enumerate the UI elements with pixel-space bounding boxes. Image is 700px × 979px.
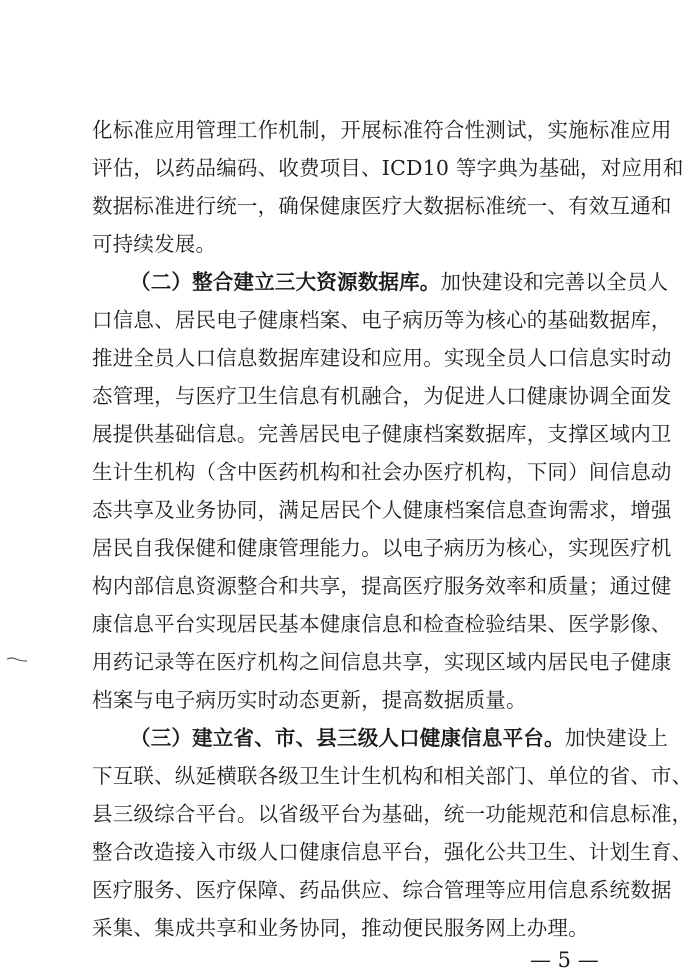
text-span: 加快建设上 [564,726,669,750]
page-number: — 5 — [530,948,599,972]
text-line: 展提供基础信息。完善居民电子健康档案数据库，支撑区域内卫 [92,422,672,446]
text-line: 态共享及业务协同，满足居民个人健康档案信息查询需求，增强 [92,498,672,522]
text-line: 整合改造接入市级人口健康信息平台，强化公共卫生、计划生育、 [92,840,693,864]
section-heading: （二）整合建立三大资源数据库。 [130,270,441,294]
text-line: 医疗服务、医疗保障、药品供应、综合管理等应用信息系统数据 [92,878,672,902]
text-line: 可持续发展。 [92,232,217,256]
text-line: 化标准应用管理工作机制，开展标准符合性测试，实施标准应用 [92,118,672,142]
text-line: 档案与电子病历实时动态更新，提高数据质量。 [92,688,527,712]
text-line: 居民自我保健和健康管理能力。以电子病历为核心，实现医疗机 [92,536,672,560]
text-line: 数据标准进行统一，确保健康医疗大数据标准统一、有效互通和 [92,194,672,218]
text-line: 态管理，与医疗卫生信息有机融合，为促进人口健康协调全面发 [92,384,672,408]
text-line: 评估，以药品编码、收费项目、ICD10 等字典为基础，对应用和 [92,156,684,180]
scan-mark-icon [6,655,28,665]
text-line: 下互联、纵延横联各级卫生计生机构和相关部门、单位的省、市、 [92,764,693,788]
text-line: 生计生机构（含中医药机构和社会办医疗机构，下同）间信息动 [92,460,672,484]
text-line: 推进全员人口信息数据库建设和应用。实现全员人口信息实时动 [92,346,672,370]
text-line: 构内部信息资源整合和共享，提高医疗服务效率和质量；通过健 [92,574,672,598]
text-span: 加快建设和完善以全员人 [440,270,669,294]
text-line: 用药记录等在医疗机构之间信息共享，实现区域内居民电子健康 [92,650,672,674]
text-line: 县三级综合平台。以省级平台为基础，统一功能规范和信息标准， [92,802,693,826]
text-line [130,270,669,294]
text-line [130,726,669,750]
section-heading: （三）建立省、市、县三级人口健康信息平台。 [130,726,565,750]
text-line: 口信息、居民电子健康档案、电子病历等为核心的基础数据库， [92,308,672,332]
text-line: 采集、集成共享和业务协同，推动便民服务网上办理。 [92,916,589,940]
text-line: 康信息平台实现居民基本健康信息和检查检验结果、医学影像、 [92,612,672,636]
